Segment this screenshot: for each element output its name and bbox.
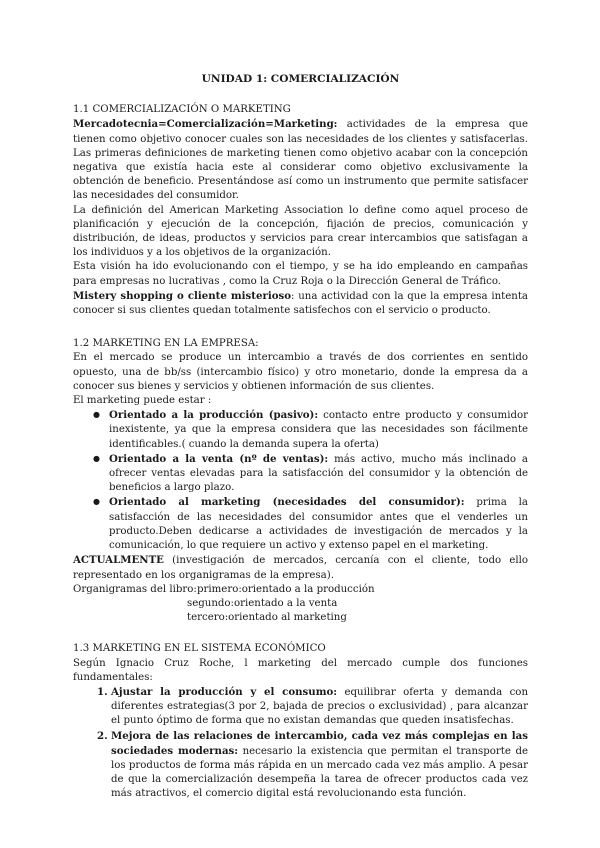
definition-paragraph (73, 117, 528, 203)
list-item (97, 729, 528, 802)
document-title: UNIDAD 1: COMERCIALIZACIÓN (201, 73, 400, 85)
section-1-2 (73, 337, 528, 625)
list-item-text: más activo, mucho más inclinado a ofrecer ventas elevadas para la satisfacción del consumidor y la obtención de beneficios a largo plazo. (109, 453, 528, 494)
currently-text: (investigación de mercados, cercanía con el cliente, todo ello representado en los organigramas de la empresa). (73, 555, 528, 581)
list-item-text: contacto entre producto y consumidor inexistente, ya que la empresa considera que las necesidades son fácilmente identificables.( cuando la demanda supera la oferta) (109, 410, 528, 450)
functions-list (73, 685, 528, 802)
mystery-shopping-term: Mistery shopping o cliente misterioso (73, 289, 292, 302)
ama-definition-paragraph: La definición del American Marketing Association lo define como aquel proceso de planificación y ejecución de la concepción, fijación de precios, comunicación y distribución, de ideas, productos y servicios para crear intercambios que satisfagan a los individuos y a los objetivos de la organización. (73, 204, 528, 259)
list-item (93, 408, 528, 452)
section-1-3 (73, 642, 528, 801)
orientation-intro: El marketing puede estar : (73, 395, 212, 407)
list-item (93, 452, 528, 496)
list-item-text: prima la satisfacción de las necesidades del consumidor antes que el venderles un producto.Deben dedicarse a actividades de investigación de mercados y la comunicación, lo que requiere un activo y extenso papel en el marketing. (109, 497, 528, 552)
list-item-term: Orientado a la venta (nº de ventas): (109, 452, 329, 465)
definition-term: Mercadotecnia=Comercialización=Marketing: (73, 118, 338, 131)
section-heading: 1.1 COMERCIALIZACIÓN O MARKETING (73, 104, 291, 116)
list-item-term: Orientado al marketing (necesidades del consumidor): (109, 496, 465, 509)
list-item-term: Orientado a la producción (pasivo): (109, 409, 319, 422)
section-heading: 1.3 MARKETING EN EL SISTEMA ECONÓMICO (73, 643, 326, 655)
organigram-label: Organigramas del libro: (73, 583, 197, 595)
organigram-line: primero:orientado a la producción (197, 583, 375, 595)
section-heading: 1.2 MARKETING EN LA EMPRESA: (73, 338, 259, 350)
document-body (73, 72, 528, 802)
currently-paragraph (73, 553, 528, 582)
list-item-number: 2. (97, 729, 108, 742)
functions-intro: Según Ignacio Cruz Roche, l marketing del mercado cumple dos funciones fundamentales: (73, 657, 528, 683)
currently-term: ACTUALMENTE (73, 554, 164, 567)
organigram-line: tercero:orientado al marketing (187, 612, 347, 624)
list-item-text: equilibrar oferta y demanda con diferentes estrategias(3 por 2, bajada de precios o exclusividad) , para alcanzar el punto óptimo de forma que no existan demandas que queden insatisfechas. (111, 686, 529, 727)
mystery-shopping-text: : una actividad con la que la empresa intenta conocer si sus clientes quedan totalmente satisfechos con el servicio o producto. (73, 290, 528, 317)
orientation-list (73, 408, 528, 553)
list-item-text: necesario la existencia que permitan el transporte de los productos de forma más rápida en un mercado cada vez más amplio. A pesar de que la comercialización desempeña la tarea de ofrecer productos cada vez más atractivos, el comercio digital está revolucionando esta función. (111, 745, 528, 800)
list-item-number: 1. (97, 685, 108, 698)
section-1-1 (73, 103, 528, 318)
evolution-paragraph: Esta visión ha ido evolucionando con el tiempo, y se ha ido empleando en campañas para empresas no lucrativas , como la Cruz Roja o la Dirección General de Tráfico. (73, 261, 528, 287)
organigram-line: segundo:orientado a la venta (187, 597, 338, 609)
mystery-shopping-paragraph (73, 289, 528, 318)
list-item-term: Ajustar la producción y el consumo: (111, 685, 338, 698)
list-item (97, 685, 528, 729)
exchange-paragraph: En el mercado se produce un intercambio a través de dos corrientes en sentido opuesto, una de bb/ss (intercambio físico) y otro monetario, donde la empresa da a conocer sus bienes y servicios y obtienen información de sus clientes. (73, 352, 528, 392)
list-item (93, 495, 528, 553)
definition-text: actividades de la empresa que tienen como objetivo conocer cuales son las necesidades de los clientes y satisfacerlas. Las primeras definiciones de marketing tienen como objetivo acabar con la concepción negativa que existía hacia este al considerar como objetivo exclusivamente la obtención de beneficio. Presentándose así como un instrumento que permite satisfacer las necesidades del consumidor. (73, 119, 528, 202)
list-item-term: Mejora de las relaciones de intercambio, cada vez más complejas en las sociedades modernas: (111, 729, 528, 757)
organigram-row (73, 583, 528, 597)
